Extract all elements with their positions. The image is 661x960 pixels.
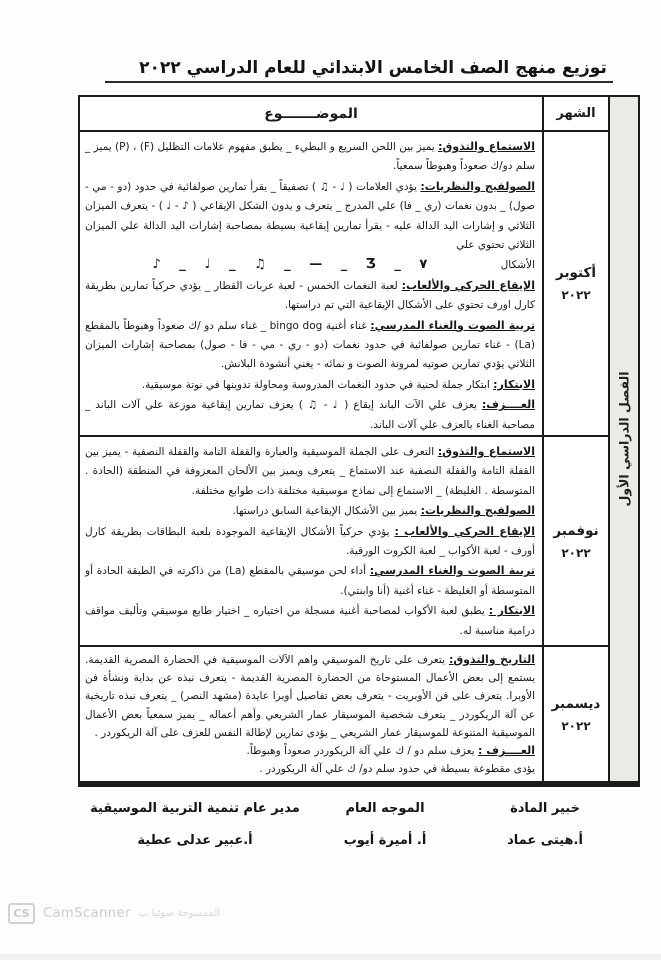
month-cell-december [542,647,608,781]
month-year: ٢٠٢٢ [561,718,591,733]
section-voice-singing: تربية الصوت والغناء المدرسي: غناء أغنية bingo dog _ غناء سلم دو /ك صعوداً وهبوطاً بالمقطع (La) - غناء تمارين صولفائية في حدود نغمات (دو - ري - مي - فا - صول) بمصاحبة إشارات الميزان الثلاثي يؤدي تمارين صوتيه لمرونة الصوت و نمائه - يغني أنشودة البلانش. [85,318,535,371]
document-title: توزيع منهج الصف الخامس الابتدائي للعام الدراسي ٢٠٢٢ [105,58,613,83]
column-header-month: الشهر [542,97,608,130]
content-cell-december [80,647,542,781]
signature-name: أ.هيتى عماد [507,833,583,848]
signature-title: مدير عام تنمية التربية الموسيقية [90,801,300,816]
table-main [80,97,608,781]
semester-strip-label: الفصل الدراسي الأول [616,371,632,507]
section-listening: الاستماع والتذوق: يميز بين اللحن السريع و البطيء _ يطبق مفهوم علامات التظليل (F) ، (P) يميز _ سلم دو/ك صعوداً وهبوطاً سمعياً. [85,140,535,173]
section-playing: العــــزف : يعزف سلم دو / ك علي آلة الريكوردر صعوداً وهبوطاً. [246,744,535,758]
signature-subject-expert [480,799,610,851]
signature-general-director [70,799,320,851]
signature-title: خبير المادة [510,801,580,816]
content-cell-october [80,132,542,435]
table-row-november [80,437,608,647]
table-header-row [80,97,608,132]
section-rhythm-games: الإيقاع الحركي والألعاب: لعبة النغمات الخمس - لعبة عربات القطار _ يؤدي حركياً تمارين بطريقة كارل اورف تحتوي على الأشكال الإيقاعية التي تم دراستها. [85,278,536,312]
section-rhythm-games: الإيقاع الحركي والألعاب : يؤدي حركياً الأشكال الإيقاعية الموجودة بلعبة البطاقات بطريقة كارل أورف - لعبة الأكواب _ لعبة الكروت الورقية. [85,524,535,558]
curriculum-table [78,95,640,787]
camscanner-note-text: الممسوحة ضوئيا ب [138,908,221,919]
document-title-wrap [78,58,640,83]
section-playing: العــــزف: يعزف علي الآت الباند إيقاع ( ♩ - ♫ ) يعزف تمارين إيقاعية موزعة علي آلات الباند _ مصاحبة الغناء بالعزف علي آلات الباند. [85,398,535,431]
month-year: ٢٠٢٢ [561,288,591,302]
month-name: نوفمبر [553,522,599,539]
music-notes-glyphs: ♪ _ ♩ _ ♫ _ — _ Ʒ _ ٧ [152,257,428,273]
section-history-appreciation: التاريخ والتذوق: يتعرف على تاريخ الموسيقي واهم الآلات الموسيقية في الحضارة المصرية القديمة. يستمع إلى بعض الأعمال المستوحاة من الحضارة المصرية القديمة - يتعرف نبذه عن بداية ونشأة فن الأوبرا. يتعرف على فن الأوبريت - يتعرف بعض تفاصيل أوبرا عايدة (مشهد النصر) _ يتعرف نبذه تاريخية عن آلة الريكوردر _ يتعرف شخصية الموسيقار عمار الشريعي وأهم أعماله _ يميز سمعياً بعض الأعمال الموسيقية المتنوعة للموسيقار عمار الشريعي _ يؤدى تمارين لإطالة النفس للعزف على آلة الريكوردر . [85,653,535,739]
section-voice-singing: تربية الصوت والغناء المدرسي: أداء لحن موسيقي بالمقطع (La) من ذاكرته في الطبقة الحادة أو المتوسطة أو الغليظة - غناء أغنية (أنا وابنتي). [85,564,535,597]
semester-strip [608,97,638,781]
section-listening: الاستماع والتذوق: التعرف على الجملة الموسيقية والعبارة والقفلة التامة والقفلة النصفية - يميز بين القفلة التامة والقفلة النصفية عند الاستماع _ يتعرف ويميز بين الألحان المعزوفة في المنطقة (الحادة . المتوسطة . الغليظة) _ الاستماع إلى نماذج موسيقية مختلفة ذات طوابع مختلفة. [85,445,535,497]
music-notation-line [85,255,535,275]
section-innovation: الابتكار : يطبق لعبة الأكواب لمصاحبة أغنية مسجلة من اختياره _ اختيار طابع موسيقي وتأليف مواقف درامية مناسبة له. [85,604,536,637]
page-bottom-edge [0,954,661,960]
month-cell-october [542,132,608,435]
month-cell-november [542,437,608,645]
content-cell-november [80,437,542,645]
signature-name: أ. أميرة أيوب [343,833,427,848]
section-playing-continued: يؤدى مقطوعة بسيطة في حدود سلم دو/ ك علي آلة الريكوردر . [259,763,535,776]
section-solfege: الصولفيج والنظريات: يميز بين الأشكال الإيقاعية السابق دراستها. [232,504,535,518]
month-year: ٢٠٢٢ [561,545,591,560]
notation-label: الأشكال [500,259,535,272]
section-solfege: الصولفيج والنظريات: يؤدي العلامات ( ♩ - ♫ ) تصفيقاً _ يقرأ تمارين صولفائية في حدود (دو - مي - صول) _ بدون نغمات (ري _ فا) علي المدرج _ يتعرف و يدون الشكل الإيقاعي ( ♪ - ♩ ) - يتعرف الميزان الثلاثي و إشارات اليد الدالة عليه - يقرأ تمارين إيقاعية بسيطة بمصاحبة إشارات اليد الدالة علي الميزان الثلاثي تحتوي علي [85,179,535,252]
column-header-subject: الموضـــــــوع [264,105,358,122]
table-row-october [80,132,608,437]
camscanner-watermark [8,903,220,924]
signature-name: أ.عبير عدلى عطية [137,833,253,848]
month-name: أكتوبر [556,265,596,281]
section-innovation: الابتكار: ابتكار جملة لحنية في حدود النغمات المدروسة ومحاولة تدوينها في نوتة موسيقية. [141,377,535,391]
camscanner-brand-text: CamScanner [43,906,131,921]
signature-general-mentor [310,799,460,851]
camscanner-logo-icon: CS [8,903,35,924]
month-name: ديسمبر [551,695,601,712]
signature-title: الموجه العام [345,801,425,816]
table-row-december [80,647,608,781]
